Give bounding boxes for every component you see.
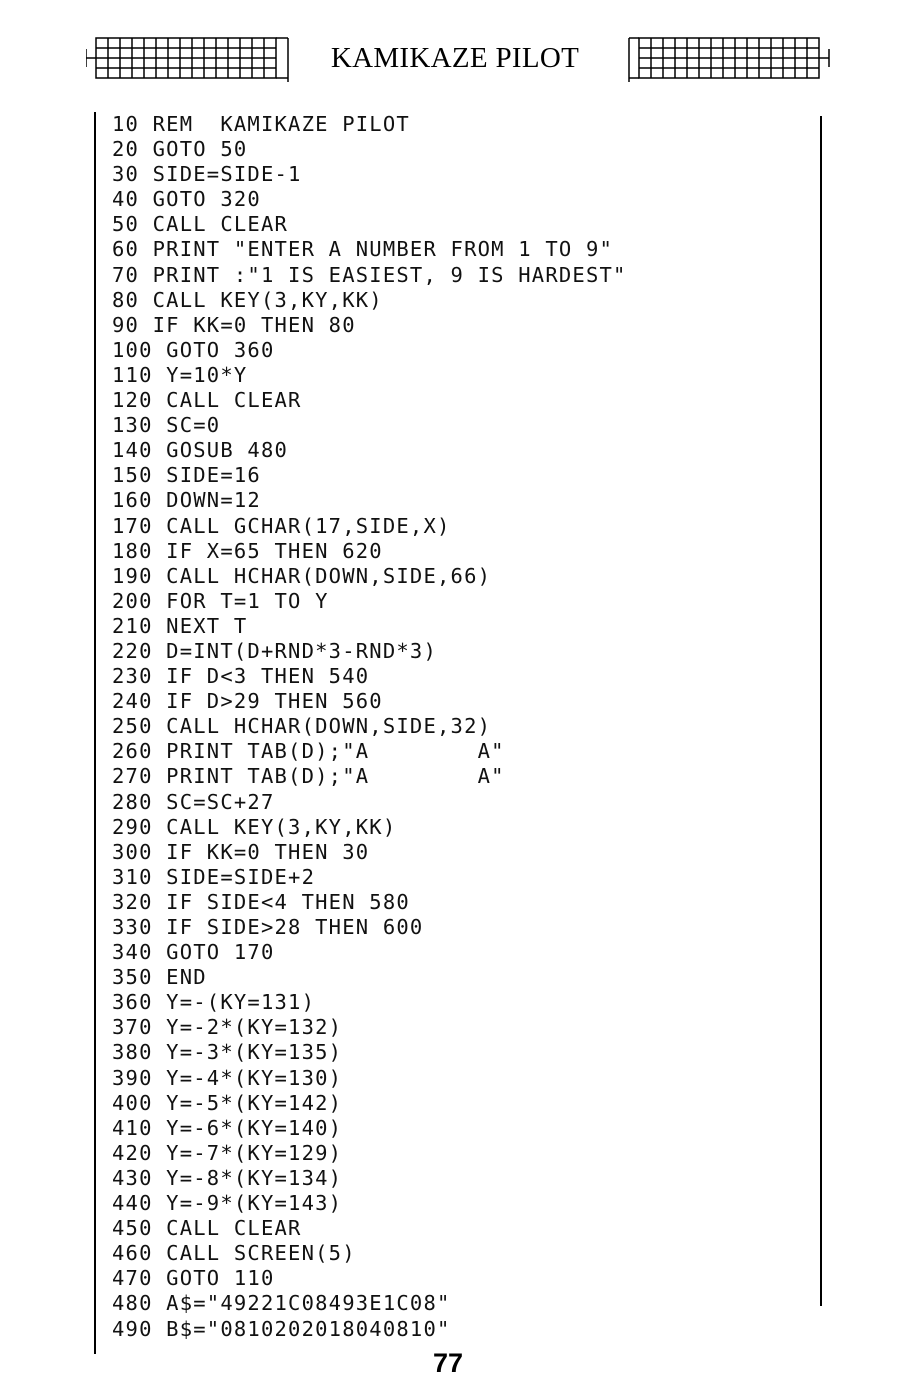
code-line: 290 CALL KEY(3,KY,KK) <box>112 814 397 839</box>
code-line: 230 IF D<3 THEN 540 <box>112 664 370 689</box>
code-line: 370 Y=-2*(KY=132) <box>112 1015 343 1040</box>
code-line: 170 CALL GCHAR(17,SIDE,X) <box>112 513 451 538</box>
code-line: 440 Y=-9*(KY=143) <box>112 1191 343 1216</box>
code-line: 270 PRINT TAB(D);"A A" <box>112 764 505 789</box>
code-line: 260 PRINT TAB(D);"A A" <box>112 739 505 764</box>
code-line: 190 CALL HCHAR(DOWN,SIDE,66) <box>112 563 492 588</box>
code-line: 120 CALL CLEAR <box>112 388 302 413</box>
code-line: 400 Y=-5*(KY=142) <box>112 1090 343 1115</box>
code-line: 340 GOTO 170 <box>112 940 275 965</box>
code-line: 250 CALL HCHAR(DOWN,SIDE,32) <box>112 714 492 739</box>
code-line: 30 SIDE=SIDE-1 <box>112 162 302 187</box>
code-line: 310 SIDE=SIDE+2 <box>112 864 316 889</box>
code-line: 130 SC=0 <box>112 413 221 438</box>
code-line: 330 IF SIDE>28 THEN 600 <box>112 915 424 939</box>
code-line: 80 CALL KEY(3,KY,KK) <box>112 287 383 312</box>
code-line: 60 PRINT "ENTER A NUMBER FROM 1 TO 9" <box>112 237 614 262</box>
code-line: 460 CALL SCREEN(5) <box>112 1241 356 1266</box>
page-title: KAMIKAZE PILOT <box>330 42 580 74</box>
code-line: 50 CALL CLEAR <box>112 212 289 237</box>
code-line: 150 SIDE=16 <box>112 463 261 488</box>
listing-left-rule <box>94 112 96 1354</box>
code-line: 40 GOTO 320 <box>112 187 261 212</box>
code-line: 300 IF KK=0 THEN 30 <box>112 839 370 864</box>
code-line: 100 GOTO 360 <box>112 337 275 362</box>
code-line: 20 GOTO 50 <box>112 137 248 162</box>
code-line: 220 D=INT(D+RND*3-RND*3) <box>112 638 438 663</box>
code-line: 90 IF KK=0 THEN 80 <box>112 312 356 337</box>
code-line: 210 NEXT T <box>112 613 248 638</box>
code-line: 410 Y=-6*(KY=140) <box>112 1115 343 1140</box>
code-line: 200 FOR T=1 TO Y <box>112 588 329 613</box>
code-line: 240 IF D>29 THEN 560 <box>112 689 383 714</box>
code-line: 350 END <box>112 965 207 990</box>
code-line: 390 Y=-4*(KY=130) <box>112 1065 343 1090</box>
code-line: 490 B$="0810202018040810" <box>112 1316 451 1341</box>
code-line: 140 GOSUB 480 <box>112 438 289 463</box>
code-line: 430 Y=-8*(KY=134) <box>112 1165 343 1190</box>
code-line: 70 PRINT :"1 IS EASIEST, 9 IS HARDEST" <box>112 262 627 287</box>
code-line: 280 SC=SC+27 <box>112 789 275 814</box>
code-line: 480 A$="49221C08493E1C08" <box>112 1291 451 1316</box>
code-line: 160 DOWN=12 <box>112 488 261 513</box>
code-line: 10 REM KAMIKAZE PILOT <box>112 112 410 136</box>
code-line: 110 Y=10*Y <box>112 362 248 387</box>
code-line: 320 IF SIDE<4 THEN 580 <box>112 889 410 914</box>
code-line: 360 Y=-(KY=131) <box>112 990 316 1015</box>
code-line: 470 GOTO 110 <box>112 1266 275 1291</box>
code-listing <box>112 112 812 1342</box>
code-line: 180 IF X=65 THEN 620 <box>112 538 383 563</box>
header-grid-left <box>86 34 290 82</box>
code-line: 450 CALL CLEAR <box>112 1216 302 1241</box>
page-number: 77 <box>432 1348 464 1378</box>
code-line: 420 Y=-7*(KY=129) <box>112 1140 343 1165</box>
header-grid-right <box>627 34 831 82</box>
listing-right-rule <box>820 116 822 1306</box>
code-line: 380 Y=-3*(KY=135) <box>112 1040 343 1065</box>
